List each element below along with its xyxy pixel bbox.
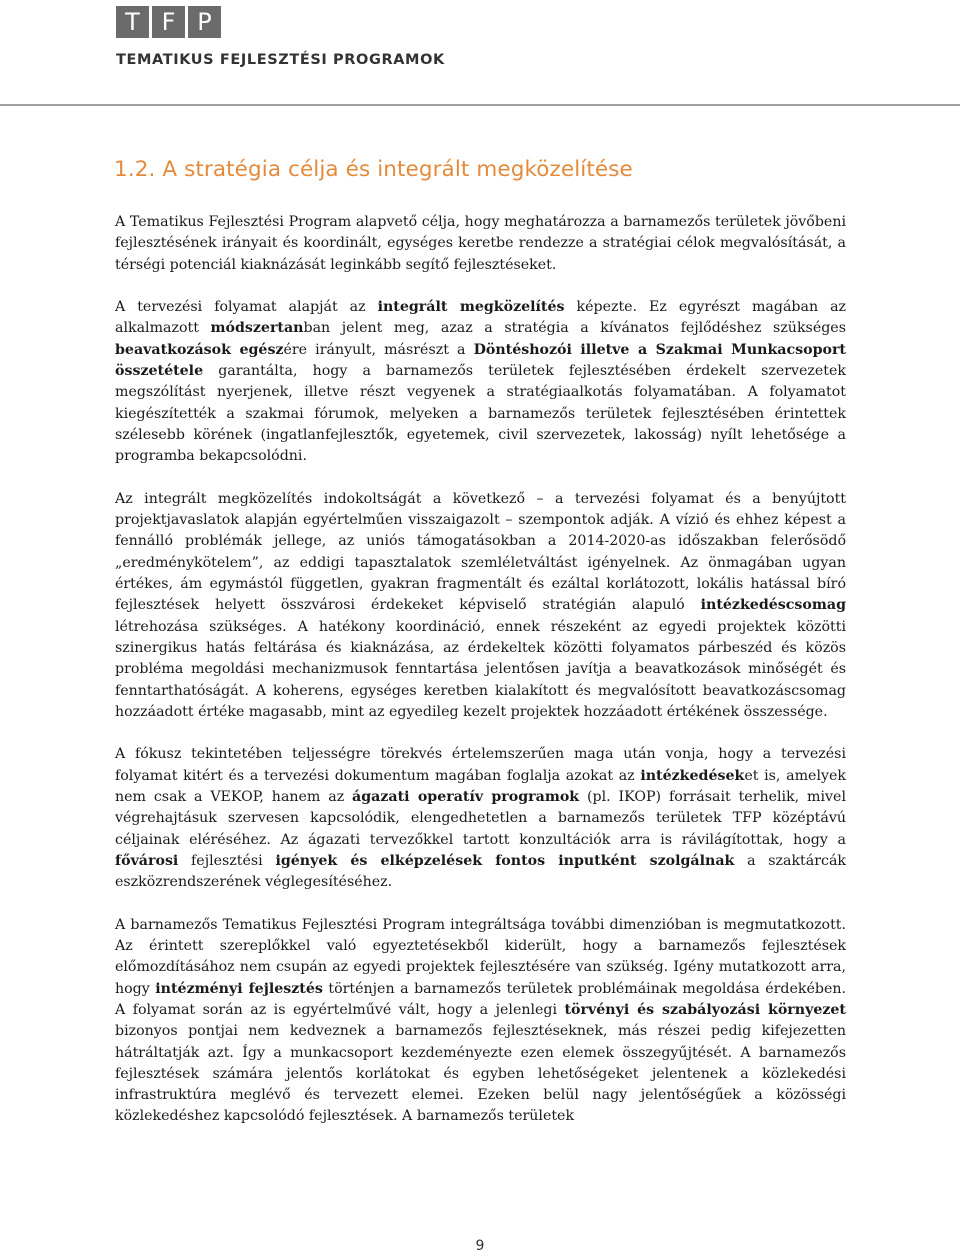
text-span: A barnamezős Tematikus Fejlesztési Program integráltsága további dimenzióban is megmutatkozott. Az érintett szereplőkkel való egyeztetésekből kiderült, hogy a barnamezős fejlesztések előmozdításához nem csupán az egyedi projektek fejlesztésére van szükség. Igény mutatkozott arra, hogy	[115, 916, 846, 997]
logo-letter-p: P	[188, 6, 221, 38]
paragraph	[115, 212, 846, 276]
tfp-logo	[116, 6, 221, 38]
emphasized-text: beavatkozások egész	[115, 341, 284, 358]
text-span: et is, amelyek nem csak a VEKOP, hanem az	[115, 767, 846, 806]
text-span: A fókusz tekintetében teljességre törekvés értelemszerűen maga után vonja, hogy a tervezési folyamat kitért és a tervezési dokumentum magában foglalja azokat az	[115, 746, 846, 784]
emphasized-text: fővárosi	[115, 852, 179, 869]
emphasized-text: Döntéshozói illetve a Szakmai Munkacsoport összetétele	[115, 341, 846, 380]
paragraph	[115, 744, 846, 893]
text-span: A Tematikus Fejlesztési Program alapvető célja, hogy meghatározza a barnamezős területek jövőbeni fejlesztésének irányait és koordinált, egységes keretbe rendezze a stratégiai célok megvalósítását, a térségi potenciál kiaknázását leginkább segítő fejlesztéseket.	[115, 214, 846, 273]
emphasized-text: módszertan	[210, 320, 304, 337]
logo-letter-f: F	[152, 6, 185, 38]
text-span: létrehozása szükséges. A hatékony koordináció, ennek részeként az egyedi projektek közötti szinergikus hatás feltárása és kiaknázása, az érdekeltek közötti folyamatos párbeszéd és közös probléma megoldási mechanizmusok fenntartása jelentősen javítja a beavatkozások minőségét és fenntarthatóságát. A koherens, egységes keretben kialakított és megvalósított beavatkozáscsomag hozzáadott értéke magasabb, mint az egyedileg kezelt projektek hozzáadott értékének összessége.	[115, 618, 846, 720]
text-span: A tervezési folyamat alapját az	[115, 299, 378, 316]
text-span: történjen a barnamezős területek problémáinak megoldása érdekében. A folyamat során az is egyértelművé vált, hogy a jelenlegi	[115, 980, 846, 1018]
logo-letter-t: T	[116, 6, 149, 38]
text-span: képezte. Ez egyrészt magában az alkalmazott	[115, 299, 847, 337]
text-span: bizonyos pontjai nem kedveznek a barnamezős fejlesztéseknek, más részei pedig kifejezetten hátráltatják azt. Így a munkacsoport kezdeményezte ezen elemek összegyűjtését. A barnamezős fejlesztések számára jelentős korlátokat és egyben lehetőségeket jelentenek a közlekedési infrastruktúra meglévő és tervezett elemei. Ezeken belül nagy jelentőségűek a közösségi közlekedéshez kapcsolódó fejlesztések. A barnamezős területek	[115, 1023, 846, 1125]
section-title: 1.2. A stratégia célja és integrált megközelítése	[114, 157, 633, 182]
text-span: (pl. IKOP) forrásait terhelik, mivel végrehajtásuk szervesen kapcsolódik, elengedhetetlen a barnamezős területek TFP középtávú céljainak eléréséhez. Az ágazati tervezőkkel tartott konzultációk arra is rávilágítottak, hogy a	[115, 789, 846, 848]
text-span: Az integrált megközelítés indokoltságát a következő – a tervezési folyamat és a benyújtott projektjavaslatok alapján egyértelműen visszaigazolt – szempontok adják. A vízió és ehhez képest a fennálló problémák jellege, az uniós támogatásokban a 2014-2020-as időszakban felerősödő „eredménykötelem”, az eddigi tapasztalatok szemléletváltást igényelnek. Az önmagában ugyan értékes, ám egymástól független, gyakran fragmentált és ezáltal korlátozott, lokális hatással bíró fejlesztések helyett összvárosi érdekeket képviselő stratégián alapuló	[115, 490, 846, 614]
text-span: ére irányult, másrészt a	[283, 341, 474, 358]
paragraph	[115, 297, 846, 467]
text-span: a szaktárcák eszközrendszerének véglegesítéséhez.	[115, 852, 847, 891]
emphasized-text: intézményi fejlesztés	[155, 980, 323, 997]
emphasized-text: igények és elképzelések fontos inputként szolgálnak	[275, 852, 735, 869]
text-span: fejlesztési	[178, 852, 276, 869]
page-header	[0, 0, 960, 105]
emphasized-text: integrált megközelítés	[377, 299, 565, 316]
text-span: ban jelent meg, azaz a stratégia a kívánatos fejlődéshez szükséges	[303, 320, 846, 337]
emphasized-text: intézkedések	[640, 767, 745, 784]
program-name: TEMATIKUS FEJLESZTÉSI PROGRAMOK	[116, 52, 445, 68]
emphasized-text: ágazati operatív programok	[352, 789, 580, 806]
paragraph	[115, 915, 846, 1128]
page-number: 9	[475, 1238, 485, 1254]
emphasized-text: törvényi és szabályozási környezet	[564, 1001, 846, 1018]
paragraph	[115, 489, 846, 723]
header-divider	[0, 104, 960, 106]
emphasized-text: intézkedéscsomag	[700, 597, 846, 614]
document-body	[115, 212, 846, 1128]
text-span: garantálta, hogy a barnamezős területek fejlesztésében érdekelt szervezetek megszólítást nyerjenek, illetve részt vegyenek a stratégiaalkotás folyamatában. A folyamatot kiegészítették a szakmai fórumok, melyeken a barnamezős területek fejlesztésében érintettek szélesebb körének (ingatlanfejlesztők, egyetemek, civil szervezetek, lakosság) nyílt lehetősége a programba bekapcsolódni.	[115, 363, 846, 465]
